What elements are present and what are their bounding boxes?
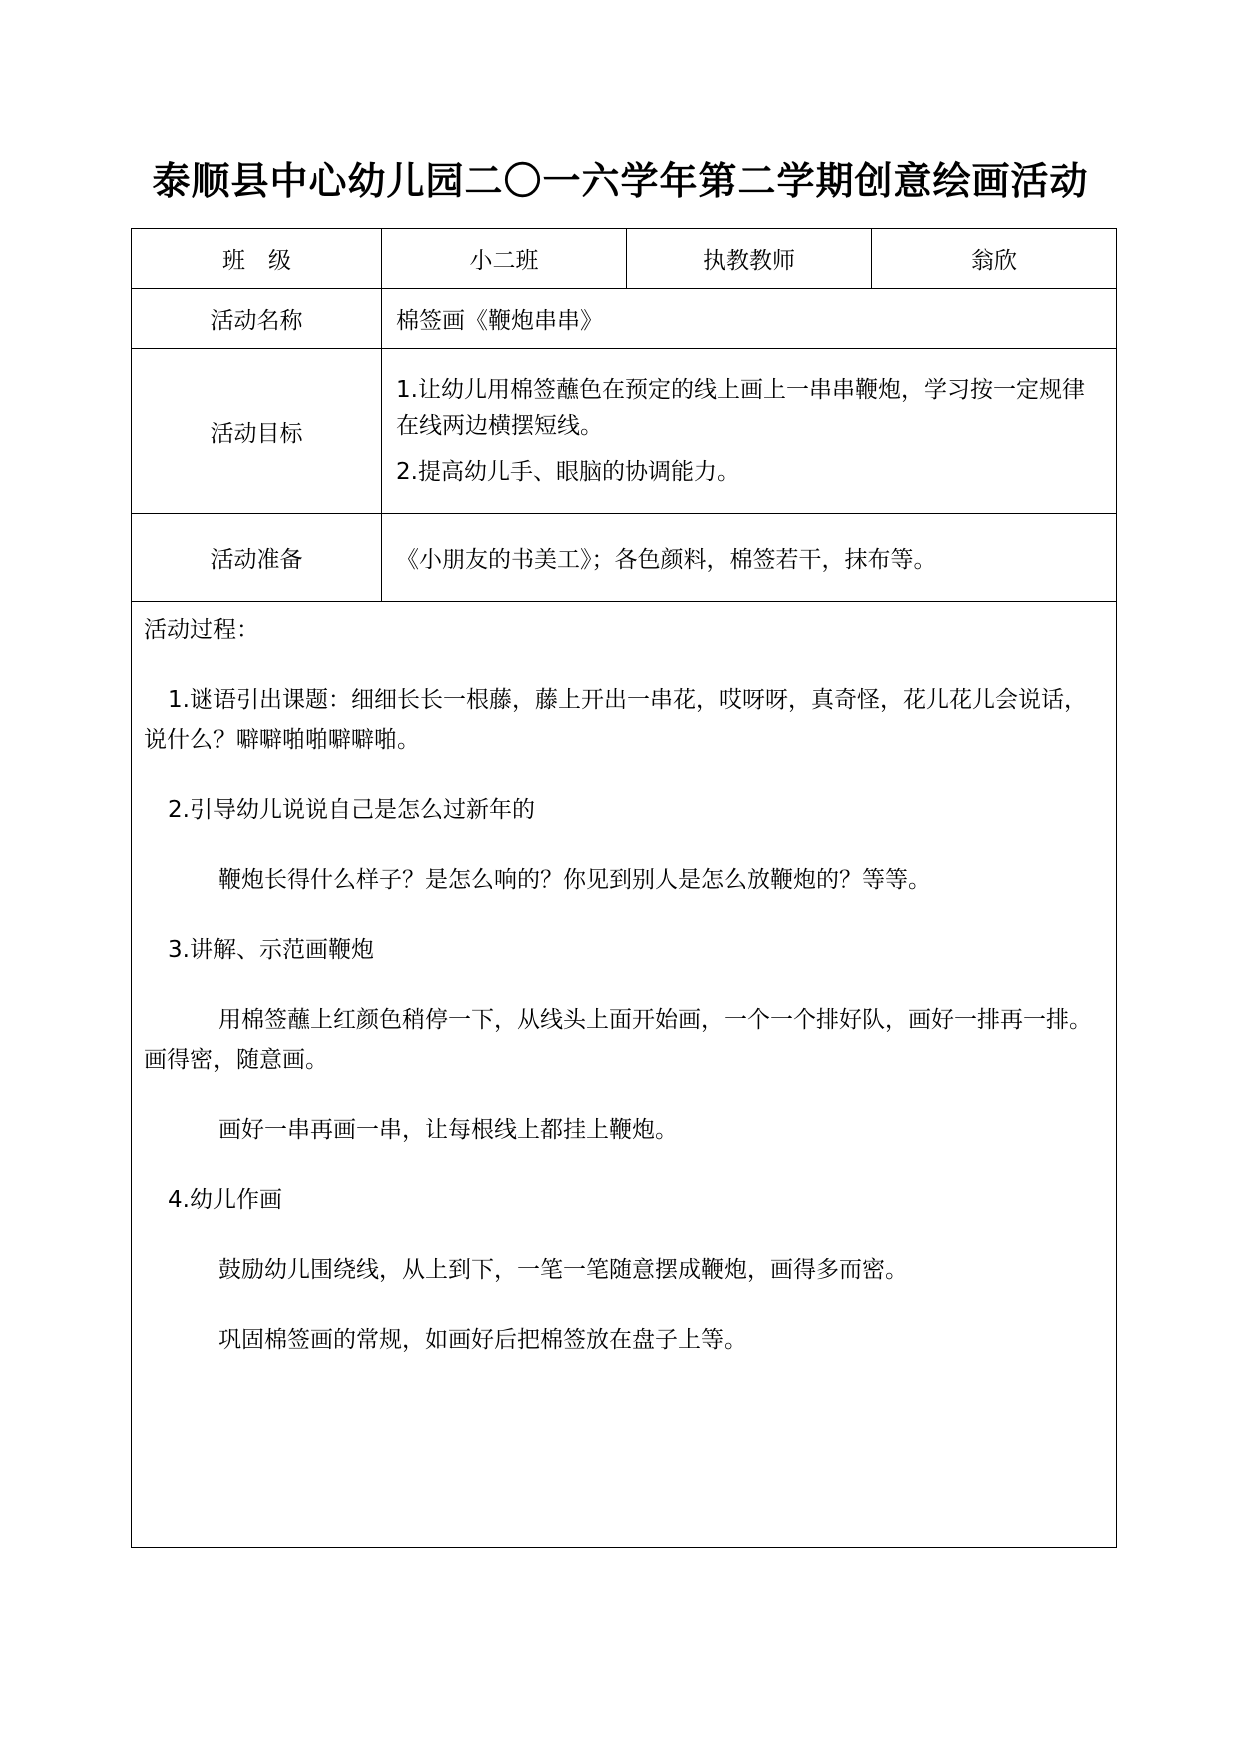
- class-label: 班 级: [132, 229, 382, 289]
- process-step-heading: 2.引导幼儿说说自己是怎么过新年的: [168, 797, 535, 823]
- activity-goals-content: [382, 349, 1117, 514]
- process-label: 活动过程：: [144, 617, 259, 643]
- class-value: 小二班: [382, 229, 627, 289]
- class-row: [132, 229, 1117, 289]
- process-step-heading: 3.讲解、示范画鞭炮: [168, 937, 374, 963]
- activity-form-table: [131, 228, 1117, 1548]
- teacher-label: 执教教师: [627, 229, 872, 289]
- activity-process-row: [132, 602, 1117, 1548]
- process-paragraph: 用棉签蘸上红颜色稍停一下，从线头上面开始画，一个一个排好队，画好一排再一排。画得密，随意画。: [144, 1007, 1092, 1073]
- goal-item-1: 1.让幼儿用棉签蘸色在预定的线上画上一串串鞭炮，学习按一定规律在线两边横摆短线。: [396, 377, 1085, 439]
- process-paragraph: 1.谜语引出课题：细细长长一根藤，藤上开出一串花，哎呀呀，真奇怪，花儿花儿会说话，说什么？噼噼啪啪噼噼啪。: [144, 687, 1087, 753]
- activity-prep-value: 《小朋友的书美工》；各色颜料，棉签若干，抹布等。: [382, 514, 1117, 602]
- activity-goals-label: 活动目标: [132, 349, 382, 514]
- process-step-heading: 4.幼儿作画: [168, 1187, 282, 1213]
- activity-prep-label: 活动准备: [132, 514, 382, 602]
- goal-item-2: 2.提高幼儿手、眼脑的协调能力。: [396, 459, 740, 485]
- process-paragraph: 鼓励幼儿围绕线，从上到下，一笔一笔随意摆成鞭炮，画得多而密。: [218, 1257, 908, 1283]
- activity-name-row: [132, 289, 1117, 349]
- document-title: 泰顺县中心幼儿园二〇一六学年第二学期创意绘画活动: [152, 159, 1089, 203]
- activity-prep-row: [132, 514, 1117, 602]
- activity-goals-row: [132, 349, 1117, 514]
- activity-process-content: [132, 602, 1117, 1548]
- process-paragraph: 鞭炮长得什么样子？是怎么响的？你见到别人是怎么放鞭炮的？等等。: [218, 867, 931, 893]
- process-paragraph: 巩固棉签画的常规，如画好后把棉签放在盘子上等。: [218, 1327, 747, 1353]
- teacher-value: 翁欣: [872, 229, 1117, 289]
- activity-name-value: 棉签画《鞭炮串串》: [382, 289, 1117, 349]
- activity-name-label: 活动名称: [132, 289, 382, 349]
- process-paragraph: 画好一串再画一串，让每根线上都挂上鞭炮。: [218, 1117, 678, 1143]
